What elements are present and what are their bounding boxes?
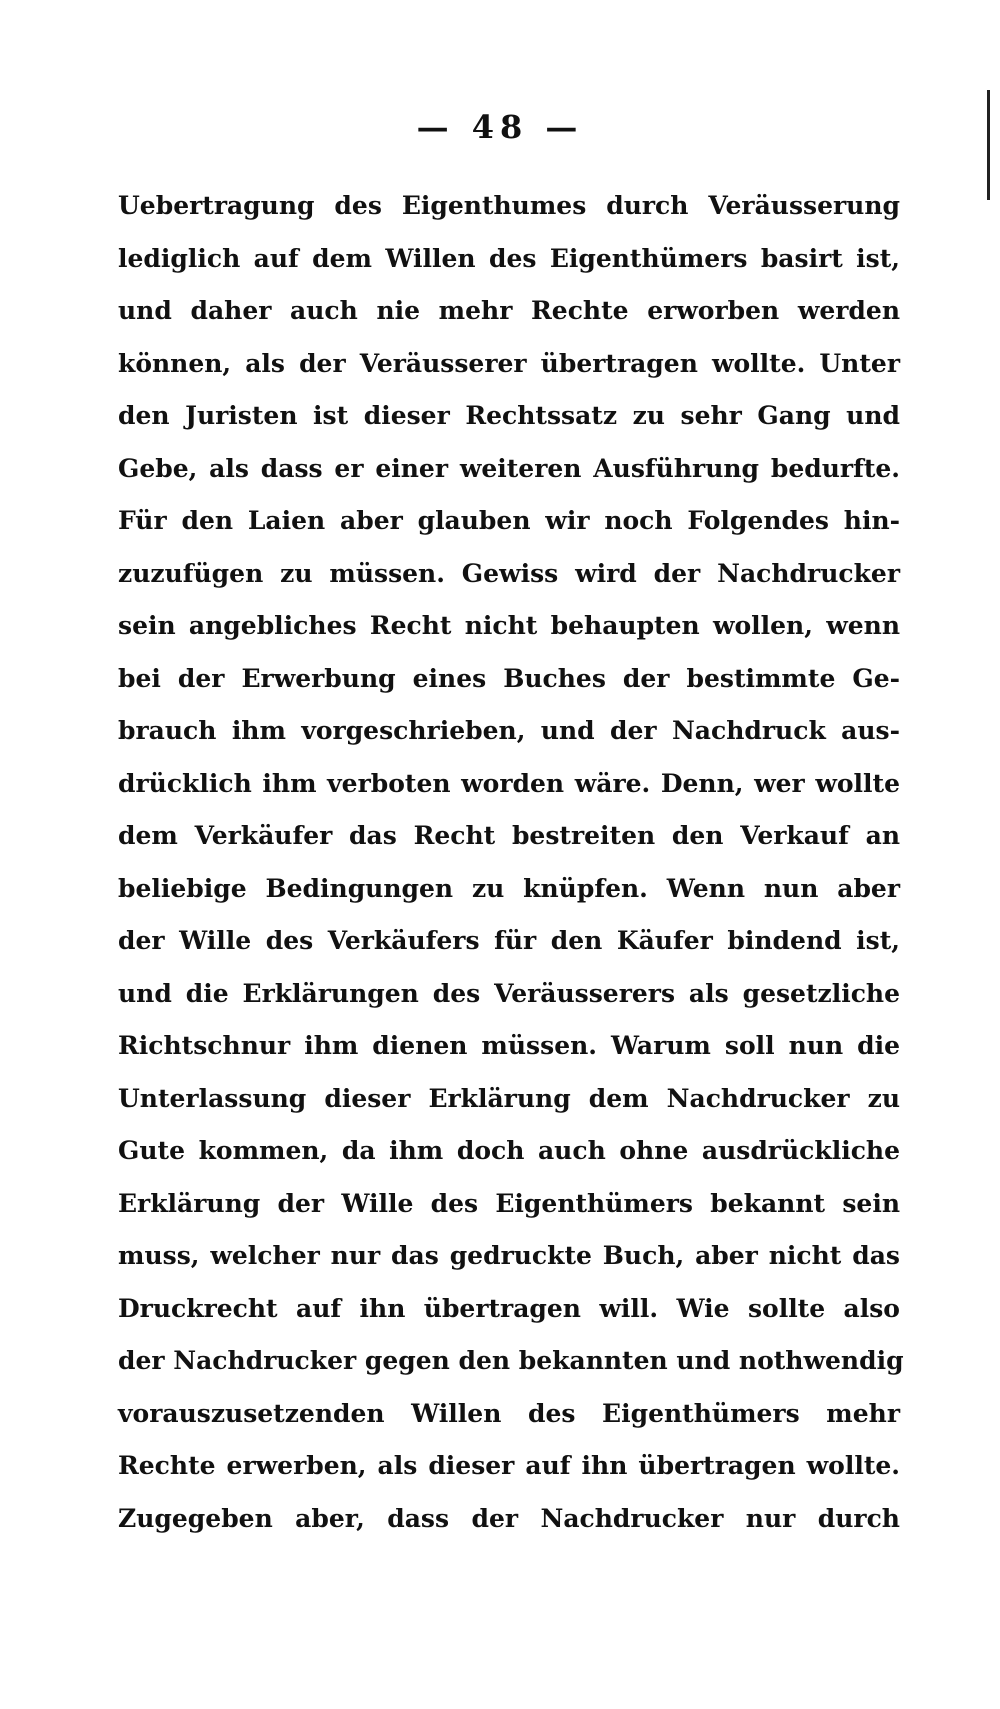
text-line: Unterlassung dieser Erklärung dem Nachdrucker zu	[118, 1083, 900, 1113]
text-line: vorauszusetzenden Willen des Eigenthümers mehr	[118, 1398, 900, 1428]
page-number: — 48 —	[416, 108, 584, 146]
text-line: Zugegeben aber, dass der Nachdrucker nur durch	[118, 1503, 900, 1533]
text-line: der Wille des Verkäufers für den Käufer bindend ist,	[118, 926, 900, 955]
text-line: muss, welcher nur das gedruckte Buch, aber nicht das	[118, 1241, 900, 1270]
text-line: drücklich ihm verboten worden wäre. Denn, wer wollte	[118, 768, 900, 798]
text-line: sein angebliches Recht nicht behaupten wollen, wenn	[118, 611, 900, 640]
text-line: Rechte erwerben, als dieser auf ihn übertragen wollte.	[118, 1451, 900, 1480]
text-line: lediglich auf dem Willen des Eigenthümers basirt ist,	[118, 243, 900, 273]
text-line: Gebe, als dass er einer weiteren Ausführung bedurfte.	[118, 453, 900, 483]
text-line: dem Verkäufer das Recht bestreiten den Verkauf an	[118, 821, 900, 850]
text-line: Erklärung der Wille des Eigenthümers bekannt sein	[118, 1188, 900, 1218]
text-line: können, als der Veräusserer übertragen wollte. Unter	[118, 348, 900, 378]
text-line: zuzufügen zu müssen. Gewiss wird der Nachdrucker	[118, 558, 900, 588]
text-line: Für den Laien aber glauben wir noch Folgendes hin-	[118, 506, 900, 535]
text-line: Gute kommen, da ihm doch auch ohne ausdrückliche	[118, 1136, 900, 1165]
text-line: der Nachdrucker gegen den bekannten und nothwendig	[118, 1346, 904, 1375]
text-line: den Juristen ist dieser Rechtssatz zu sehr Gang und	[118, 401, 900, 430]
text-line: Druckrecht auf ihn übertragen will. Wie sollte also	[118, 1293, 900, 1323]
text-line: bei der Erwerbung eines Buches der bestimmte Ge-	[118, 663, 900, 693]
text-line: und die Erklärungen des Veräusserers als gesetzliche	[118, 978, 900, 1008]
text-line: Richtschnur ihm dienen müssen. Warum soll nun die	[118, 1031, 900, 1060]
text-line: beliebige Bedingungen zu knüpfen. Wenn nun aber	[118, 873, 900, 903]
text-line: Uebertragung des Eigenthumes durch Veräusserung	[118, 191, 900, 220]
text-line: brauch ihm vorgeschrieben, und der Nachdruck aus-	[118, 716, 900, 745]
body-text	[118, 180, 904, 1545]
text-line: und daher auch nie mehr Rechte erworben werden	[118, 296, 900, 325]
